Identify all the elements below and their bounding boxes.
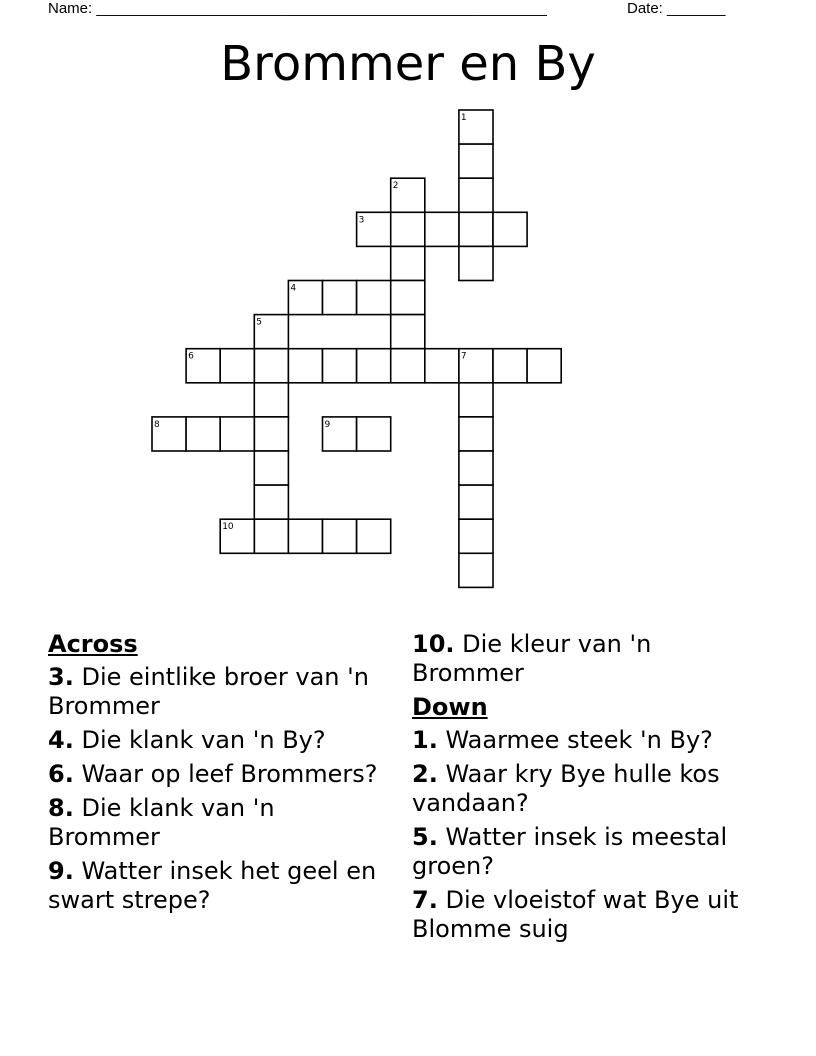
clue-number: 6. xyxy=(48,760,74,788)
clues-column-right xyxy=(412,630,742,949)
page-title: Brommer en By xyxy=(220,36,596,92)
clue-across-9 xyxy=(48,857,378,915)
grid-cell[interactable] xyxy=(459,212,493,246)
clue-number: 5. xyxy=(412,823,438,851)
grid-cell[interactable] xyxy=(220,417,254,451)
clue-number-label: 4 xyxy=(290,283,297,294)
grid-cell[interactable] xyxy=(459,553,493,587)
grid-cell[interactable] xyxy=(323,519,357,553)
clue-text: Watter insek is meestal groen? xyxy=(412,823,728,880)
down-heading: Down xyxy=(412,693,488,721)
grid-cell[interactable] xyxy=(254,417,288,451)
clue-across-8 xyxy=(48,794,378,852)
grid-cell[interactable] xyxy=(527,349,561,383)
clue-across-4 xyxy=(48,726,378,755)
grid-cell[interactable] xyxy=(254,349,288,383)
grid-cell[interactable] xyxy=(493,349,527,383)
clue-text: Waarmee steek 'n By? xyxy=(445,726,713,754)
clue-number: 2. xyxy=(412,760,438,788)
grid-cell[interactable] xyxy=(357,417,391,451)
grid-cell[interactable] xyxy=(459,417,493,451)
grid-cell[interactable] xyxy=(391,315,425,349)
clue-number-label: 6 xyxy=(188,351,194,362)
grid-cell[interactable] xyxy=(459,246,493,280)
grid-cell[interactable] xyxy=(254,485,288,519)
clue-number-label: 8 xyxy=(154,419,160,430)
clue-number-label: 1 xyxy=(460,113,467,123)
clue-text: Die vloeistof wat Bye uit Blomme suig xyxy=(412,886,739,943)
clue-text: Die kleur van 'n Brommer xyxy=(412,630,652,687)
clue-number: 7. xyxy=(412,886,438,914)
grid-cell[interactable] xyxy=(425,212,459,246)
clues-column-left xyxy=(48,630,378,920)
clue-text: Waar kry Bye hulle kos vandaan? xyxy=(412,760,720,817)
clue-number-label: 2 xyxy=(392,181,399,192)
clue-number: 10. xyxy=(412,630,455,658)
grid-cell[interactable] xyxy=(357,281,391,315)
clue-text: Die klank van 'n Brommer xyxy=(48,794,275,851)
grid-cell[interactable] xyxy=(459,485,493,519)
clue-down-1 xyxy=(412,726,742,755)
across-heading: Across xyxy=(48,630,138,658)
grid-cell[interactable] xyxy=(459,178,493,212)
grid-cell[interactable] xyxy=(459,144,493,178)
clue-number-label: 3 xyxy=(358,215,365,226)
grid-cell[interactable] xyxy=(254,383,288,417)
grid-cell[interactable] xyxy=(391,212,425,246)
clue-text: Die eintlike broer van 'n Brommer xyxy=(48,663,369,720)
grid-cell[interactable] xyxy=(357,519,391,553)
clue-number-label: 5 xyxy=(256,317,263,328)
clue-number: 1. xyxy=(412,726,438,754)
clue-across-10 xyxy=(412,630,742,688)
grid-cell[interactable] xyxy=(459,383,493,417)
grid-cell[interactable] xyxy=(323,349,357,383)
clue-number: 4. xyxy=(48,726,74,754)
clue-down-2 xyxy=(412,760,742,818)
grid-cell[interactable] xyxy=(459,451,493,485)
date-field-label: Date: _______ xyxy=(627,0,726,17)
clue-number: 8. xyxy=(48,794,74,822)
grid-cell[interactable] xyxy=(288,349,322,383)
grid-cell[interactable] xyxy=(220,349,254,383)
grid-cell[interactable] xyxy=(459,519,493,553)
name-field-label: Name: ______________________________________________________ xyxy=(48,0,547,17)
grid-cell[interactable] xyxy=(357,349,391,383)
grid-cell[interactable] xyxy=(254,519,288,553)
grid-cell[interactable] xyxy=(493,212,527,246)
clue-number-label: 9 xyxy=(324,419,331,430)
clue-down-5 xyxy=(412,823,742,881)
grid-cell[interactable] xyxy=(254,451,288,485)
grid-cell[interactable] xyxy=(288,519,322,553)
clue-text: Waar op leef Brommers? xyxy=(81,760,378,788)
clue-across-6 xyxy=(48,760,378,789)
clue-text: Die klank van 'n By? xyxy=(81,726,326,754)
grid-cell[interactable] xyxy=(391,349,425,383)
clue-number: 3. xyxy=(48,663,74,691)
clue-down-7 xyxy=(412,886,742,944)
clue-number: 9. xyxy=(48,857,74,885)
clue-across-3 xyxy=(48,663,378,721)
grid-cell[interactable] xyxy=(186,417,220,451)
grid-cell[interactable] xyxy=(323,281,357,315)
grid-cell[interactable] xyxy=(391,281,425,315)
clue-number-label: 7 xyxy=(460,351,467,362)
grid-cell[interactable] xyxy=(391,246,425,280)
grid-cell[interactable] xyxy=(425,349,459,383)
clue-number-label: 10 xyxy=(222,522,234,533)
clue-text: Watter insek het geel en swart strepe? xyxy=(48,857,377,914)
